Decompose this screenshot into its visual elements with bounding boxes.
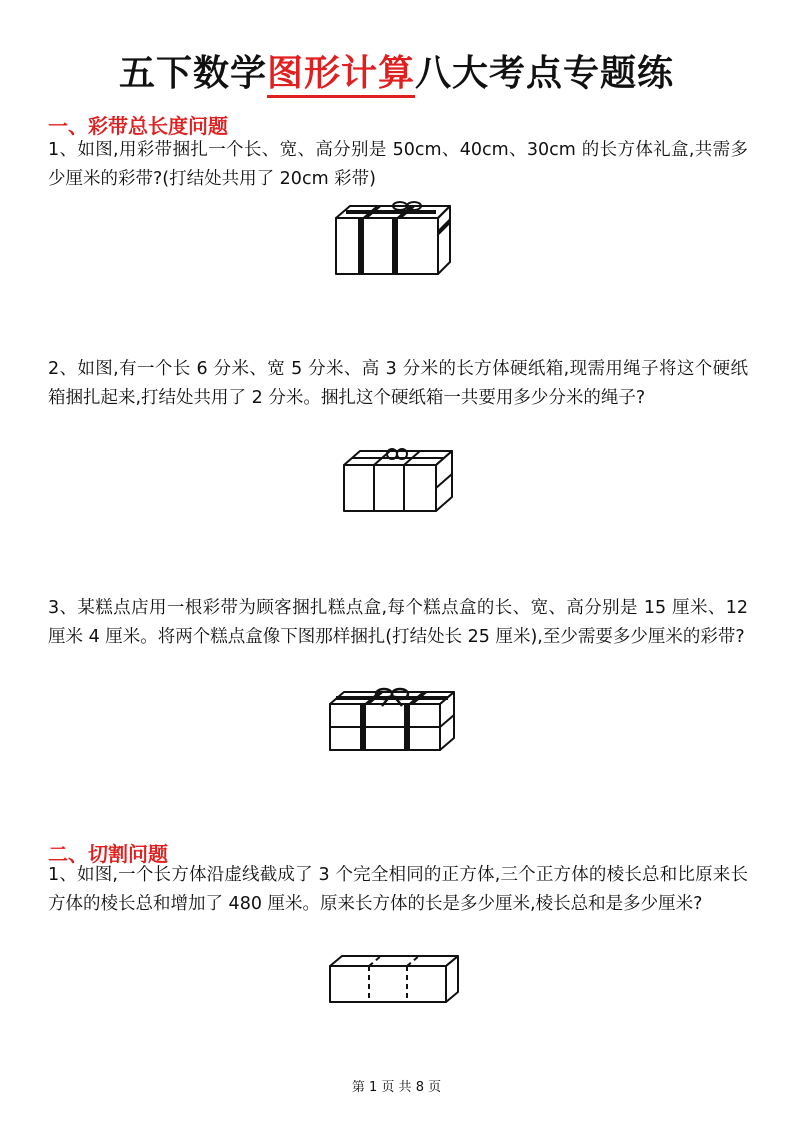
title-suffix: 八大考点专题练 — [415, 53, 675, 94]
page-footer: 第 1 页 共 8 页 — [351, 1080, 442, 1095]
title-highlight: 图形计算 — [267, 53, 415, 98]
section-heading-ribbon: 一、彩带总长度问题 — [48, 114, 228, 138]
cuboid-cut-figure — [326, 952, 462, 1006]
title-prefix: 五下数学 — [118, 53, 267, 94]
page-title — [0, 50, 793, 98]
question-1-1: 1、如图,用彩带捆扎一个长、宽、高分别是 50cm、40cm、30cm 的长方体礼盒,共需多少厘米的彩带?(打结处共用了 20cm 彩带) — [48, 140, 748, 189]
gift-box-figure-2 — [338, 445, 458, 515]
gift-box-figure-1 — [330, 200, 455, 280]
question-2-1: 1、如图,一个长方体沿虚线截成了 3 个完全相同的正方体,三个正方体的棱长总和比原来长方体的棱长总和增加了 480 厘米。原来长方体的长是多少厘米,棱长总和是多少厘米? — [48, 865, 748, 914]
section-heading-cutting: 二、切割问题 — [48, 842, 168, 866]
question-1-3: 3、某糕点店用一根彩带为顾客捆扎糕点盒,每个糕点盒的长、宽、高分别是 15 厘米、12 厘米 4 厘米。将两个糕点盒像下图那样捆扎(打结处长 25 厘米),至少需要多少厘米的彩带? — [48, 598, 748, 647]
gift-box-figure-3 — [326, 684, 458, 754]
question-1-2: 2、如图,有一个长 6 分米、宽 5 分米、高 3 分米的长方体硬纸箱,现需用绳子将这个硬纸箱捆扎起来,打结处共用了 2 分米。捆扎这个硬纸箱一共要用多少分米的绳子? — [48, 359, 748, 408]
